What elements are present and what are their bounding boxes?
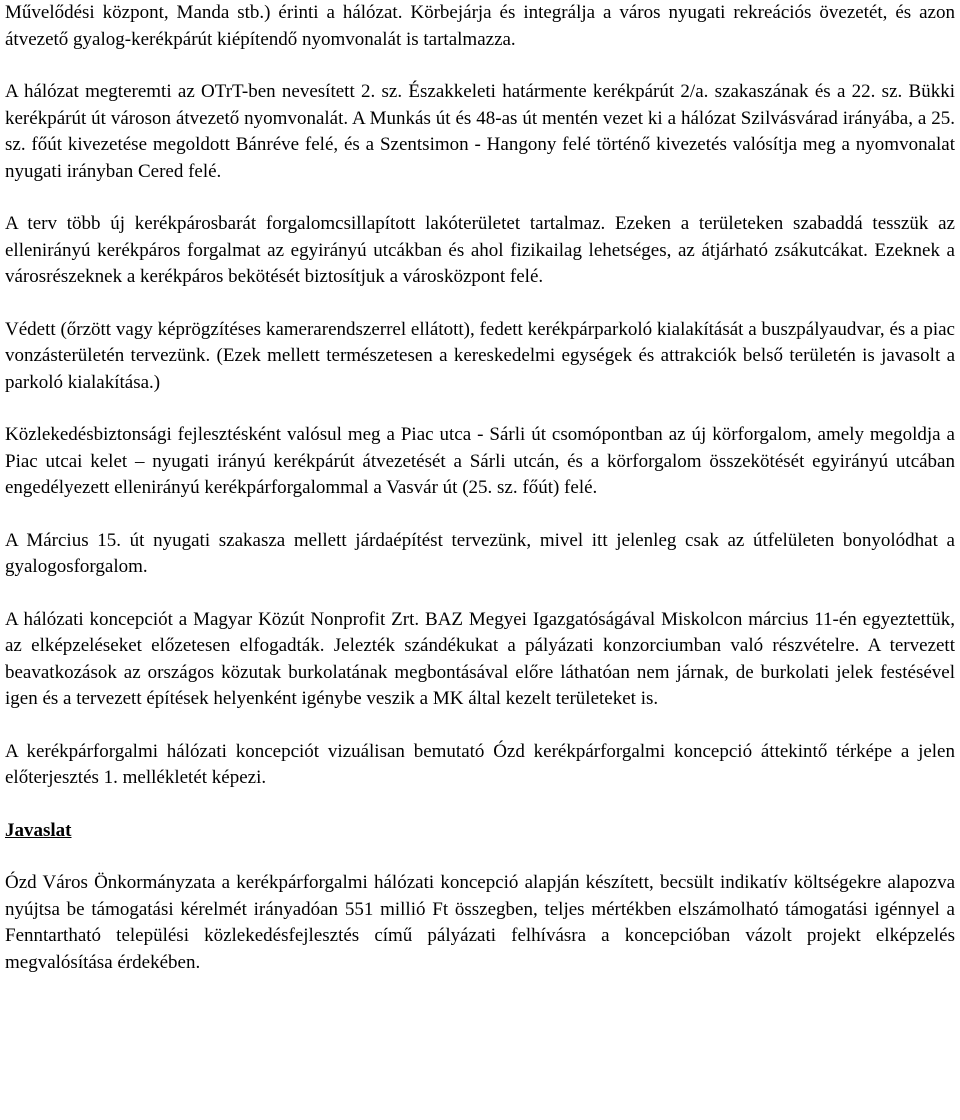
- paragraph-5: Közlekedésbiztonsági fejlesztésként valósul meg a Piac utca - Sárli út csomópontban az új körforgalom, amely megoldja a Piac utcai kelet – nyugati irányú kerékpárút átvezetését a Sárli utcán, és a körforgalom összekötését egyirányú utcában engedélyezett ellenirányú kerékpárforgalommal a Vasvár út (25. sz. főút) felé.: [5, 424, 955, 498]
- document-page: [5, 0, 955, 976]
- paragraph-3: A terv több új kerékpárosbarát forgalomcsillapított lakóterületet tartalmaz. Ezeken a területeken szabaddá tesszük az ellenirányú kerékpáros forgalmat az egyirányú utcákban és ahol fizikailag lehetséges, az átjárható zsákutcákat. Ezeknek a városrészeknek a kerékpáros bekötését biztosítjuk a városközpont felé.: [5, 213, 955, 287]
- paragraph-2: A hálózat megteremti az OTrT-ben nevesített 2. sz. Északkeleti határmente kerékpárút 2/a. szakaszának és a 22. sz. Bükki kerékpárút út városon átvezető nyomvonalát. A Munkás út és 48-as út mentén vezet ki a hálózat Szilvásvárad irányába, a 25. sz. főút kivezetése megoldott Bánréve felé, és a Szentsimon - Hangony felé történő kivezetés valósítja meg a nyomvonalat nyugati irányban Cered felé.: [5, 81, 955, 182]
- section-heading: Javaslat: [5, 819, 72, 841]
- paragraph-4: Védett (őrzött vagy képrögzítéses kamerarendszerrel ellátott), fedett kerékpárparkoló kialakítását a buszpályaudvar, és a piac vonzásterületén tervezünk. (Ezek mellett természetesen a kereskedelmi egységek és attrakciók belső területén is javasolt a parkoló kialakítása.): [5, 318, 955, 393]
- paragraph-8: A kerékpárforgalmi hálózati koncepciót vizuálisan bemutató Ózd kerékpárforgalmi koncepció áttekintő térképe a jelen előterjesztés 1. mellékletét képezi.: [5, 740, 955, 788]
- paragraph-7: A hálózati koncepciót a Magyar Közút Nonprofit Zrt. BAZ Megyei Igazgatóságával Miskolcon március 11-én egyeztettük, az elképzeléseket előzetesen elfogadták. Jelezték szándékukat a pályázati konzorciumban való részvételre. A tervezett beavatkozások az országos közutak burkolatának megbontásával előre láthatóan nem járnak, de burkolati jelek festésével igen és a tervezett építések helyenként igénybe veszik a MK által kezelt területeket is.: [5, 608, 955, 709]
- paragraph-1: Művelődési központ, Manda stb.) érinti a hálózat. Körbejárja és integrálja a város nyugati rekreációs övezetét, és azon átvezető gyalog-kerékpárút kiépítendő nyomvonalát is tartalmazza.: [5, 2, 955, 50]
- paragraph-6: A Március 15. út nyugati szakasza mellett járdaépítést tervezünk, mivel itt jelenleg csak az útfelületen bonyolódhat a gyalogosforgalom.: [5, 529, 955, 577]
- proposal-paragraph: Ózd Város Önkormányzata a kerékpárforgalmi hálózati koncepció alapján készített, becsült indikatív költségekre alapozva nyújtsa be támogatási kérelmét irányadóan 551 millió Ft összegben, teljes mértékben elszámolható támogatási igénnyel a Fenntartható települési közlekedésfejlesztés című pályázati felhívásra a koncepcióban vázolt projekt elképzelés megvalósítása érdekében.: [5, 872, 955, 973]
